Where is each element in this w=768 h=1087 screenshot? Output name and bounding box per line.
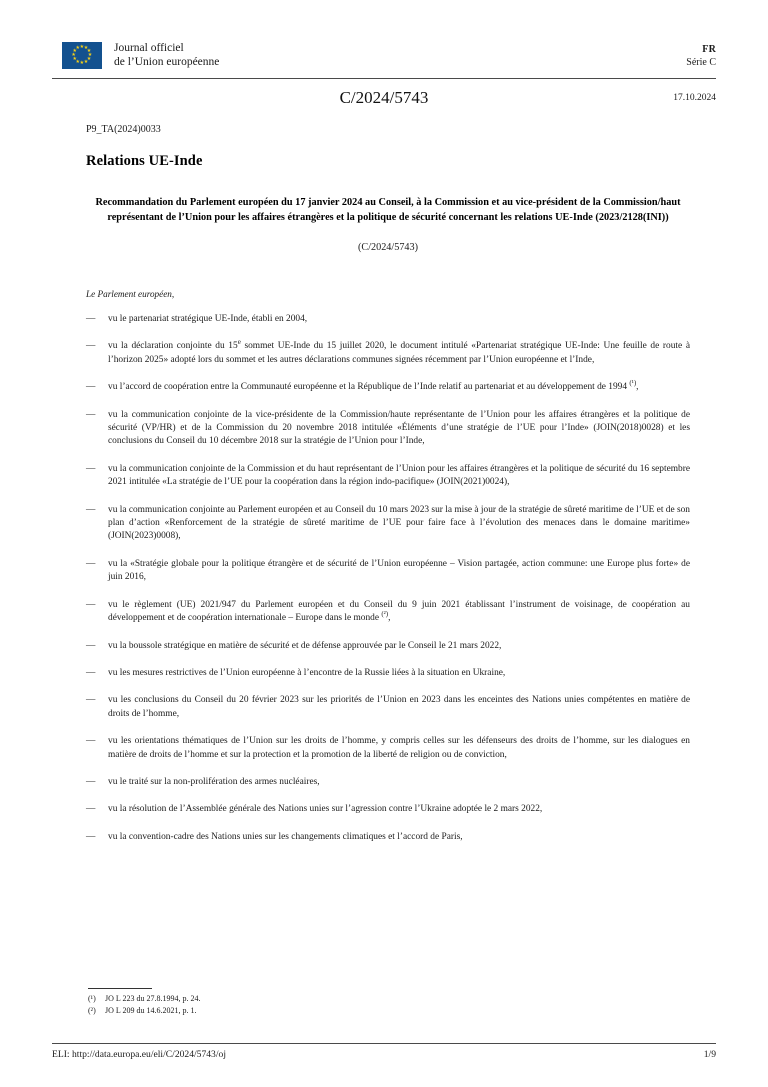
citation-item bbox=[86, 381, 690, 394]
citation-text: vu la communication conjointe de la Commission et du haut représentant de l’Union pour les affaires étrangères et la politique de sécurité du 16 septembre 2021 intitulée «La stratégie de l’UE pour la coopération dans la région indo-pacifique» (JOIN(2021)0024), bbox=[108, 463, 690, 488]
footnote-rule bbox=[88, 988, 152, 989]
footnote-item bbox=[88, 1005, 488, 1017]
citation-text: vu les mesures restrictives de l’Union européenne à l’encontre de la Russie liées à la situation en Ukraine, bbox=[108, 667, 506, 678]
citation-list bbox=[86, 313, 690, 844]
recommendation-heading: Recommandation du Parlement européen du 17 janvier 2024 au Conseil, à la Commission et au vice-président de la Commission/haut représentant de l’Union pour les affaires étrangères et la politique de sécurité concernant les relations UE-Inde (2023/2128(INI)) bbox=[95, 197, 681, 223]
publication-date: 17.10.2024 bbox=[673, 93, 716, 103]
header-rule bbox=[52, 78, 716, 79]
citation-item bbox=[86, 640, 690, 653]
citation-item bbox=[86, 735, 690, 762]
citation-text: vu les conclusions du Conseil du 20 février 2023 sur les priorités de l’Union en 2023 dans les enceintes des Nations unies compétentes en matière de droits de l’homme, bbox=[108, 695, 690, 719]
citation-dash: — bbox=[86, 382, 96, 393]
document-sub-reference: (C/2024/5743) bbox=[358, 242, 418, 253]
ta-reference: P9_TA(2024)0033 bbox=[86, 124, 161, 135]
series-label: Série C bbox=[686, 57, 716, 68]
citation-text: vu la communication conjointe de la vice-présidente de la Commission/haute représentante de l’Union pour les affaires étrangères et la politique de sécurité (VP/HR) et de la Commission du 20 novembre 2018 intitulée «Éléments d’une stratégie de l’UE pour l’Inde» (JOIN(2018)0028) et les conclusions du Conseil du 10 décembre 2018 sur la stratégie de l’Union pour l’Inde, bbox=[108, 409, 690, 447]
citation-item bbox=[86, 667, 690, 680]
footnote-text: JO L 209 du 14.6.2021, p. 1. bbox=[105, 1005, 197, 1015]
footer-rule bbox=[52, 1043, 716, 1044]
page-number: 1/9 bbox=[703, 1049, 716, 1060]
citation-text: vu les orientations thématiques de l’Union sur les droits de l’homme, y compris celles sur les défenseurs des droits de l’homme, sur les dialogues en matière de droits de l’homme et sur la protection et la promotion de la liberté de religion ou de conviction, bbox=[108, 736, 690, 760]
document-content bbox=[86, 124, 690, 844]
page-title: Relations UE-Inde bbox=[86, 153, 203, 169]
citation-dash: — bbox=[86, 667, 96, 678]
citation-text: vu le traité sur la non-prolifération des armes nucléaires, bbox=[108, 776, 320, 787]
citation-item bbox=[86, 463, 690, 490]
citation-text: vu l’accord de coopération entre la Communauté européenne et la République de l’Inde relatif au partenariat et au développement de 1994 $^{(^1)}$, bbox=[108, 379, 639, 393]
citation-dash: — bbox=[86, 341, 96, 352]
footnote-text: JO L 223 du 27.8.1994, p. 24. bbox=[105, 994, 201, 1003]
citation-item bbox=[86, 504, 690, 544]
masthead-meta bbox=[686, 43, 716, 69]
citation-dash: — bbox=[86, 695, 96, 706]
journal-title bbox=[114, 42, 219, 69]
footnote-block bbox=[88, 988, 488, 1016]
citation-item bbox=[86, 803, 690, 816]
citation-item bbox=[86, 340, 690, 367]
citation-item bbox=[86, 599, 690, 626]
citation-text: vu la communication conjointe au Parlement européen et au Conseil du 10 mars 2023 sur la mise à jour de la stratégie de sûreté maritime de l’UE et de son plan d’action «Renforcement de la stratégie de sûreté maritime de l’UE pour faire face à l’évolution des menaces dans le domaine maritime» (JOIN(2023)0008), bbox=[108, 504, 690, 542]
citation-item bbox=[86, 831, 690, 844]
citation-dash: — bbox=[86, 558, 96, 569]
masthead-brand bbox=[62, 42, 219, 69]
preamble-line: Le Parlement européen, bbox=[86, 289, 175, 299]
footnote-marker: (²) bbox=[88, 1005, 96, 1015]
masthead bbox=[52, 42, 716, 78]
citation-dash: — bbox=[86, 314, 96, 324]
citation-dash: — bbox=[86, 776, 96, 787]
citation-dash: — bbox=[86, 736, 96, 747]
citation-text: vu le partenariat stratégique UE-Inde, établi en 2004, bbox=[108, 314, 308, 324]
citation-dash: — bbox=[86, 599, 96, 610]
citation-text: vu la résolution de l’Assemblée générale des Nations unies sur l’agression contre l’Ukraine adoptée le 2 mars 2022, bbox=[108, 804, 543, 815]
citation-dash: — bbox=[86, 804, 96, 815]
citation-dash: — bbox=[86, 640, 96, 651]
citation-dash: — bbox=[86, 409, 96, 420]
citation-item bbox=[86, 313, 690, 326]
citation-dash: — bbox=[86, 504, 96, 515]
journal-title-line1: Journal officiel bbox=[114, 42, 184, 54]
footnote-marker: (¹) bbox=[88, 994, 96, 1003]
journal-title-line2: de l’Union européenne bbox=[114, 55, 220, 68]
eu-flag-icon bbox=[62, 42, 102, 69]
citation-text: vu le règlement (UE) 2021/947 du Parlement européen et du Conseil du 9 juin 2021 établissant l’instrument de voisinage, de coopération au développement et de coopération internationale – Europe dans le monde $^{(^2)}$, bbox=[108, 599, 690, 624]
citation-item bbox=[86, 776, 690, 789]
citation-dash: — bbox=[86, 831, 96, 842]
footnote-item bbox=[88, 993, 488, 1005]
document-number: C/2024/5743 bbox=[339, 88, 429, 107]
citation-item bbox=[86, 694, 690, 721]
eli-link[interactable]: ELI: http://data.europa.eu/eli/C/2024/5743/oj bbox=[52, 1049, 226, 1060]
citation-dash: — bbox=[86, 463, 96, 474]
citation-text: vu la convention-cadre des Nations unies sur les changements climatiques et l’accord de Paris, bbox=[108, 831, 463, 842]
citation-item bbox=[86, 409, 690, 449]
citation-text: vu la boussole stratégique en matière de sécurité et de défense approuvée par le Conseil le 21 mars 2022, bbox=[108, 640, 502, 651]
language-code: FR bbox=[702, 44, 716, 55]
citation-text: vu la déclaration conjointe du 15e sommet UE-Inde du 15 juillet 2020, le document intitulé «Partenariat stratégique UE-Inde: Une feuille de route à l’horizon 2025» adopté lors du sommet et les autres déclarations communes signées récemment par l’Union européenne et l’Inde, bbox=[108, 338, 690, 365]
citation-item bbox=[86, 558, 690, 585]
citation-text: vu la «Stratégie globale pour la politique étrangère et de sécurité de l’Union européenne – Vision partagée, action commune: une Europe plus forte» de juin 2016, bbox=[108, 558, 690, 583]
page-footer bbox=[52, 1049, 716, 1060]
